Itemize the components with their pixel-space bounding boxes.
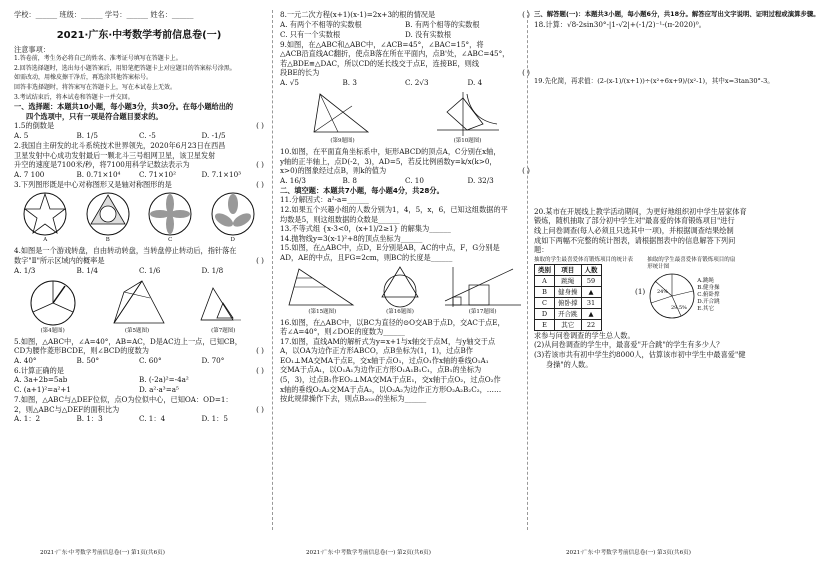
table-row: C 俯卧撑 31 bbox=[535, 297, 602, 308]
note-5: 3.考试结束后，将本试卷和答题卡一并交回。 bbox=[14, 93, 134, 101]
table-row: A 跳绳 59 bbox=[535, 275, 602, 286]
footer-page-1: 2021·广东·中考数学考前信息卷(一) 第1页(共6页) bbox=[40, 550, 165, 556]
table-caption: 抽取的学生最喜爱体育锻炼项目的统计表 bbox=[534, 256, 634, 263]
section-2-heading: 二、填空题：本题共7小题，每小题4分，共28分。 bbox=[280, 185, 444, 195]
q17-stem-5: (5，3)，过点B₁作EO₂⊥MA交MA于点E₁，交x轴于点O₂，过点O₂作 bbox=[280, 375, 501, 385]
q4-stem-1: 4.如图是一个游戏转盘，自由转动转盘，当转盘停止转动后，指针落在 bbox=[14, 246, 237, 256]
q6-options-1: A. 3a+2b=5ab B. (-2a)²=-4a² bbox=[14, 375, 189, 385]
fig-5: (第5题图) bbox=[102, 278, 172, 335]
column-divider-2 bbox=[527, 10, 528, 530]
table-header: 项目 bbox=[555, 264, 582, 275]
table-row: D 开合跳 ▲ bbox=[535, 308, 602, 319]
q5-stem-2: CD为腰作菱形BCDE，则∠BCD的度数为 ( ) bbox=[14, 346, 264, 356]
flower-icon bbox=[147, 191, 193, 237]
q8-options-2: C. 只有一个实数根 D. 没有实数根 bbox=[280, 29, 452, 39]
q9-stem-3: 若△BDE≌△DAC，所以CD的延长线交于点E，连接BE，则线 bbox=[280, 58, 480, 68]
q12-stem-1: 12.如果五个兴趣小组的人数分别为1，4，5，x，6，已知这组数据的平 bbox=[280, 204, 508, 214]
q9-options: A. √5 B. 3 C. 2√3 D. 4 bbox=[280, 77, 483, 87]
q16-stem-2: 若∠A=40°，则∠DOE的度数为______ bbox=[280, 327, 405, 337]
q9-q10-figures bbox=[280, 90, 530, 145]
column-1 bbox=[14, 10, 264, 545]
pie-legend: A.跳绳 B.健身操 C.俯卧撑 D.开合跳 E.其它 bbox=[697, 278, 720, 313]
triangle-in-circle-icon bbox=[85, 191, 131, 237]
table-header-row bbox=[535, 264, 602, 275]
stats-table bbox=[534, 264, 602, 331]
fig-15: (第15题图) bbox=[287, 265, 357, 316]
squares-line-icon bbox=[443, 265, 523, 309]
q3-figure-c: C bbox=[147, 191, 193, 244]
q2-stem-1: 2.我国自主研发的北斗系统技术世界领先，2020年6月23日在西昌 bbox=[14, 140, 226, 150]
section-1-heading-2: 四个选项中，只有一项是符合题目要求的。 bbox=[26, 111, 163, 121]
q20-part-1-label: (1) bbox=[635, 286, 646, 296]
pie-caption: 抽取的学生最喜爱体育锻炼项目的扇形统计图 bbox=[647, 256, 736, 270]
fig-17: (第17题图) bbox=[443, 265, 523, 316]
q7-stem-1: 7.如图，△ABC与△DEF位似，点O为位似中心，已知OA：OD=1： bbox=[14, 395, 233, 405]
fig-9: (第9题图) bbox=[308, 90, 378, 145]
note-3: 如需改动，用橡皮擦干净后，再选涂其他答案标号。 bbox=[14, 74, 153, 82]
q3-figures bbox=[14, 191, 264, 244]
q20-pie-block bbox=[647, 257, 735, 321]
q17-stem-7: 按此规律操作下去，则点B₂₀₂₀的坐标为______ bbox=[280, 394, 427, 404]
q1-stem: 1.5的倒数是 ( ) bbox=[14, 121, 264, 131]
q20-figures bbox=[534, 257, 784, 331]
exam-title: 2021·广东·中考数学考前信息卷(一) bbox=[56, 29, 222, 41]
q7-stem-2: 2，则△ABC与△DEF的面积比为 ( ) bbox=[14, 404, 264, 414]
table-row: E 其它 22 bbox=[535, 319, 602, 330]
q8-stem: 8.一元二次方程(x+1)(x-1)=2x+3的根的情况是 ( ) bbox=[280, 10, 530, 19]
q13-stem: 13.不等式组 {x-3<0，(x+1)/2≥1} 的解集为______ bbox=[280, 224, 451, 234]
similar-triangles-icon bbox=[193, 278, 253, 328]
q12-stem-2: 均数是5，则这组数据的众数是______ bbox=[280, 214, 400, 224]
q8-options-1: A. 有两个不相等的实数根 B. 有两个相等的实数根 bbox=[280, 19, 480, 29]
pie-chart bbox=[647, 271, 697, 321]
q3-stem: 3.下列图形既是中心对称图形又是轴对称图形的是 ( ) bbox=[14, 179, 264, 189]
q11-stem: 11.分解因式：a²-a=______ bbox=[280, 195, 369, 205]
q20-stem-1: 20.某市在开展线上教学活动期间，为更好地组织初中学生居家体育 bbox=[534, 206, 747, 216]
star-in-circle-icon bbox=[22, 191, 68, 237]
q20-stem-3: 线上问卷调查(每人必须且只选其中一项)，并根据调查结果绘制 bbox=[534, 225, 734, 235]
q10-stem-3: x>0)的图象经过点B，则k的值为 ( ) bbox=[280, 166, 530, 176]
q6-stem: 6.计算正确的是 ( ) bbox=[14, 365, 264, 375]
pie-label-b: 29.5% bbox=[671, 304, 688, 311]
note-4: 回答非选择题时，将答案写在答题卡上，写在本试卷上无效。 bbox=[14, 83, 177, 91]
table-header: 类别 bbox=[535, 264, 555, 275]
q4-options: A. 1/3 B. 1/4 C. 1/6 D. 1/8 bbox=[14, 265, 224, 275]
q17-stem-6: x轴的垂线O₂A₂交MA于点A₂，以O₂A₂为边作正方形O₂A₂B₂C₂，…… bbox=[280, 384, 502, 394]
q1-options: A. 5 B. 1/5 C. -5 D. -1/5 bbox=[14, 130, 226, 140]
q17-stem-3: EO₁⊥MA交MA于点E，交x轴于点O₁，过点O₁作x轴的垂线O₁A₁ bbox=[280, 355, 489, 365]
q17-stem-1: 17.如图，直线AM的解析式为y=x+1与x轴交于点M，与y轴交于点 bbox=[280, 336, 496, 346]
note-2: 2.回答选择题时，选出每小题答案后，用铅笔把答题卡上对应题目的答案标号涂黑。 bbox=[14, 64, 236, 72]
q10-stem-1: 10.如图，在平面直角坐标系中，矩形ABCD的顶点A，C分别在x轴， bbox=[280, 146, 501, 156]
q20-stem-2: 锻炼，随机抽取了部分初中学生对"最喜爱的体育锻炼项目"进行 bbox=[534, 216, 735, 226]
column-divider-1 bbox=[272, 10, 273, 530]
q3-figure-d: D bbox=[210, 191, 256, 244]
q9-stem-2: △ACB沿直线AC翻折，使点B落在所在平面内，点B'处，∠ABC=45°， bbox=[280, 49, 510, 59]
spinner-icon bbox=[25, 278, 81, 328]
q16-stem-1: 16.如图，在△ABC中，以BC为直径的⊙O交AB于点D，交AC于点E， bbox=[280, 317, 505, 327]
fig-4: (第4题图) bbox=[25, 278, 81, 335]
q5-options: A. 40° B. 50° C. 60° D. 70° bbox=[14, 355, 225, 365]
q4-stem-2: 数字"Ⅱ"所示区域内的概率是 ( ) bbox=[14, 255, 264, 265]
q9-stem-1: 9.如图，在△ABC和△ABC中，∠ACB=45°，∠BAC=15°，将 bbox=[280, 39, 484, 49]
three-petal-icon bbox=[210, 191, 256, 237]
q5-stem-1: 5.如图，△ABC中，∠A=40°，AB=AC，D是AC边上一点，已知CB， bbox=[14, 336, 242, 346]
circle-triangle-icon bbox=[372, 265, 428, 309]
q19-stem: 19.先化简，再求值：(2-(x-1)/(x+1))÷(x²+6x+9)/(x²-1)，其中x=3tan30°-3。 bbox=[534, 77, 774, 86]
footer-page-2: 2021·广东·中考数学考前信息卷(一) 第2页(共6页) bbox=[306, 550, 431, 556]
column-2 bbox=[280, 10, 530, 545]
q20-sub-3: (3)若该市共有初中学生约8000人，估算该市初中学生中最喜爱"健 bbox=[534, 349, 746, 359]
notes-heading: 注意事项： bbox=[14, 44, 50, 54]
q4-q5-q7-figures bbox=[14, 278, 264, 335]
q20-sub-1: 求参与问卷调查的学生总人数。 bbox=[534, 330, 635, 340]
q20-sub-3b: 身操"的人数。 bbox=[546, 359, 593, 369]
q18-stem: 18.计算：√8-2sin30°-|1-√2|+(-1/2)⁻¹-(π-2020)⁰。 bbox=[534, 19, 706, 29]
midpoint-triangle-icon bbox=[287, 265, 357, 309]
q15-stem-2: AD，AE的中点，且FG=2cm，则BC的长度是______ bbox=[280, 252, 453, 262]
table-header: 人数 bbox=[581, 264, 601, 275]
table-row: B 健身操 ▲ bbox=[535, 286, 602, 297]
q19-answer-space bbox=[534, 87, 784, 207]
q2-options: A. 7 100 B. 0.71×10⁴ C. 71×10² D. 7.1×10³ bbox=[14, 169, 242, 179]
q20-stem-5: 题： bbox=[534, 245, 549, 255]
q10-stem-2: y轴的正半轴上，点D(-2，3)，AD=5，若反比例函数y=k/x(k>0， bbox=[280, 156, 497, 166]
column-3 bbox=[534, 10, 820, 545]
q7-options: A. 1：2 B. 1：3 C. 1：4 D. 1：5 bbox=[14, 414, 228, 424]
pie-label-d: 24% bbox=[657, 288, 669, 295]
fig-7: (第7题图) bbox=[193, 278, 253, 335]
q3-figure-a: A bbox=[22, 191, 68, 244]
q3-figure-b: B bbox=[85, 191, 131, 244]
q9-stem-4: 段BE的长为 ( ) bbox=[280, 68, 530, 78]
section-3-heading: 三、解答题(一)：本题共3小题，每小题6分，共18分。解答应写出文字说明、证明过程或演算步骤。 bbox=[534, 10, 820, 18]
section-1-heading: 一、选择题：本题共10小题，每小题3分，共30分。在每小题给出的 bbox=[14, 102, 234, 112]
q10-options: A. 16/3 B. 8 C. 10 D. 32/3 bbox=[280, 175, 494, 185]
fig-10: (第10题图) bbox=[433, 90, 503, 145]
q15-stem-1: 15.如图，在△ABC中，点D，E分别是AB，AC的中点，F，G分别是 bbox=[280, 243, 500, 253]
note-1: 1.答卷前，考生务必将自己的姓名、准考证号填写在答题卡上。 bbox=[14, 55, 182, 63]
q2-stem-3: 升空的速度是7100米/秒，将7100用科学记数法表示为 ( ) bbox=[14, 160, 264, 170]
q17-stem-2: A，以OA为边作正方形ABCO，点B坐标为(1，1)，过点B作 bbox=[280, 346, 473, 356]
q20-table-block bbox=[534, 257, 633, 331]
hyperbola-rectangle-icon bbox=[433, 90, 503, 138]
student-info-line: 学校：______ 班级：______ 学号：______ 姓名：______ bbox=[14, 10, 194, 19]
q17-stem-4: 交MA于点A₁，以O₁A₁为边作正方形O₁A₁B₁C₁，点B₁的坐标为 bbox=[280, 365, 482, 375]
q2-stem-2: 卫星发射中心成功发射最后一颗北斗三号组网卫星，该卫星发射 bbox=[14, 150, 216, 160]
fig-16: (第16题图) bbox=[372, 265, 428, 316]
fold-triangle-icon bbox=[308, 90, 378, 138]
q14-stem: 14.抛物线y=3(x-1)²+8的顶点坐标为______ bbox=[280, 233, 423, 243]
footer-page-3: 2021·广东·中考数学考前信息卷(一) 第3页(共6页) bbox=[566, 550, 691, 556]
q20-sub-2: (2)从问卷调查的学生中，最喜爱"开合跳"的学生有多少人？ bbox=[534, 340, 724, 350]
q18-answer-space bbox=[534, 29, 784, 77]
q6-options-2: C. (a+1)²=a²+1 D. a²·a³=a⁵ bbox=[14, 385, 179, 395]
q15-q16-q17-figures bbox=[280, 265, 530, 316]
q20-stem-4: 成如下两幅不完整的统计图表，请根据图表中的信息解答下列问 bbox=[534, 235, 736, 245]
rhombus-triangle-icon bbox=[102, 278, 172, 328]
